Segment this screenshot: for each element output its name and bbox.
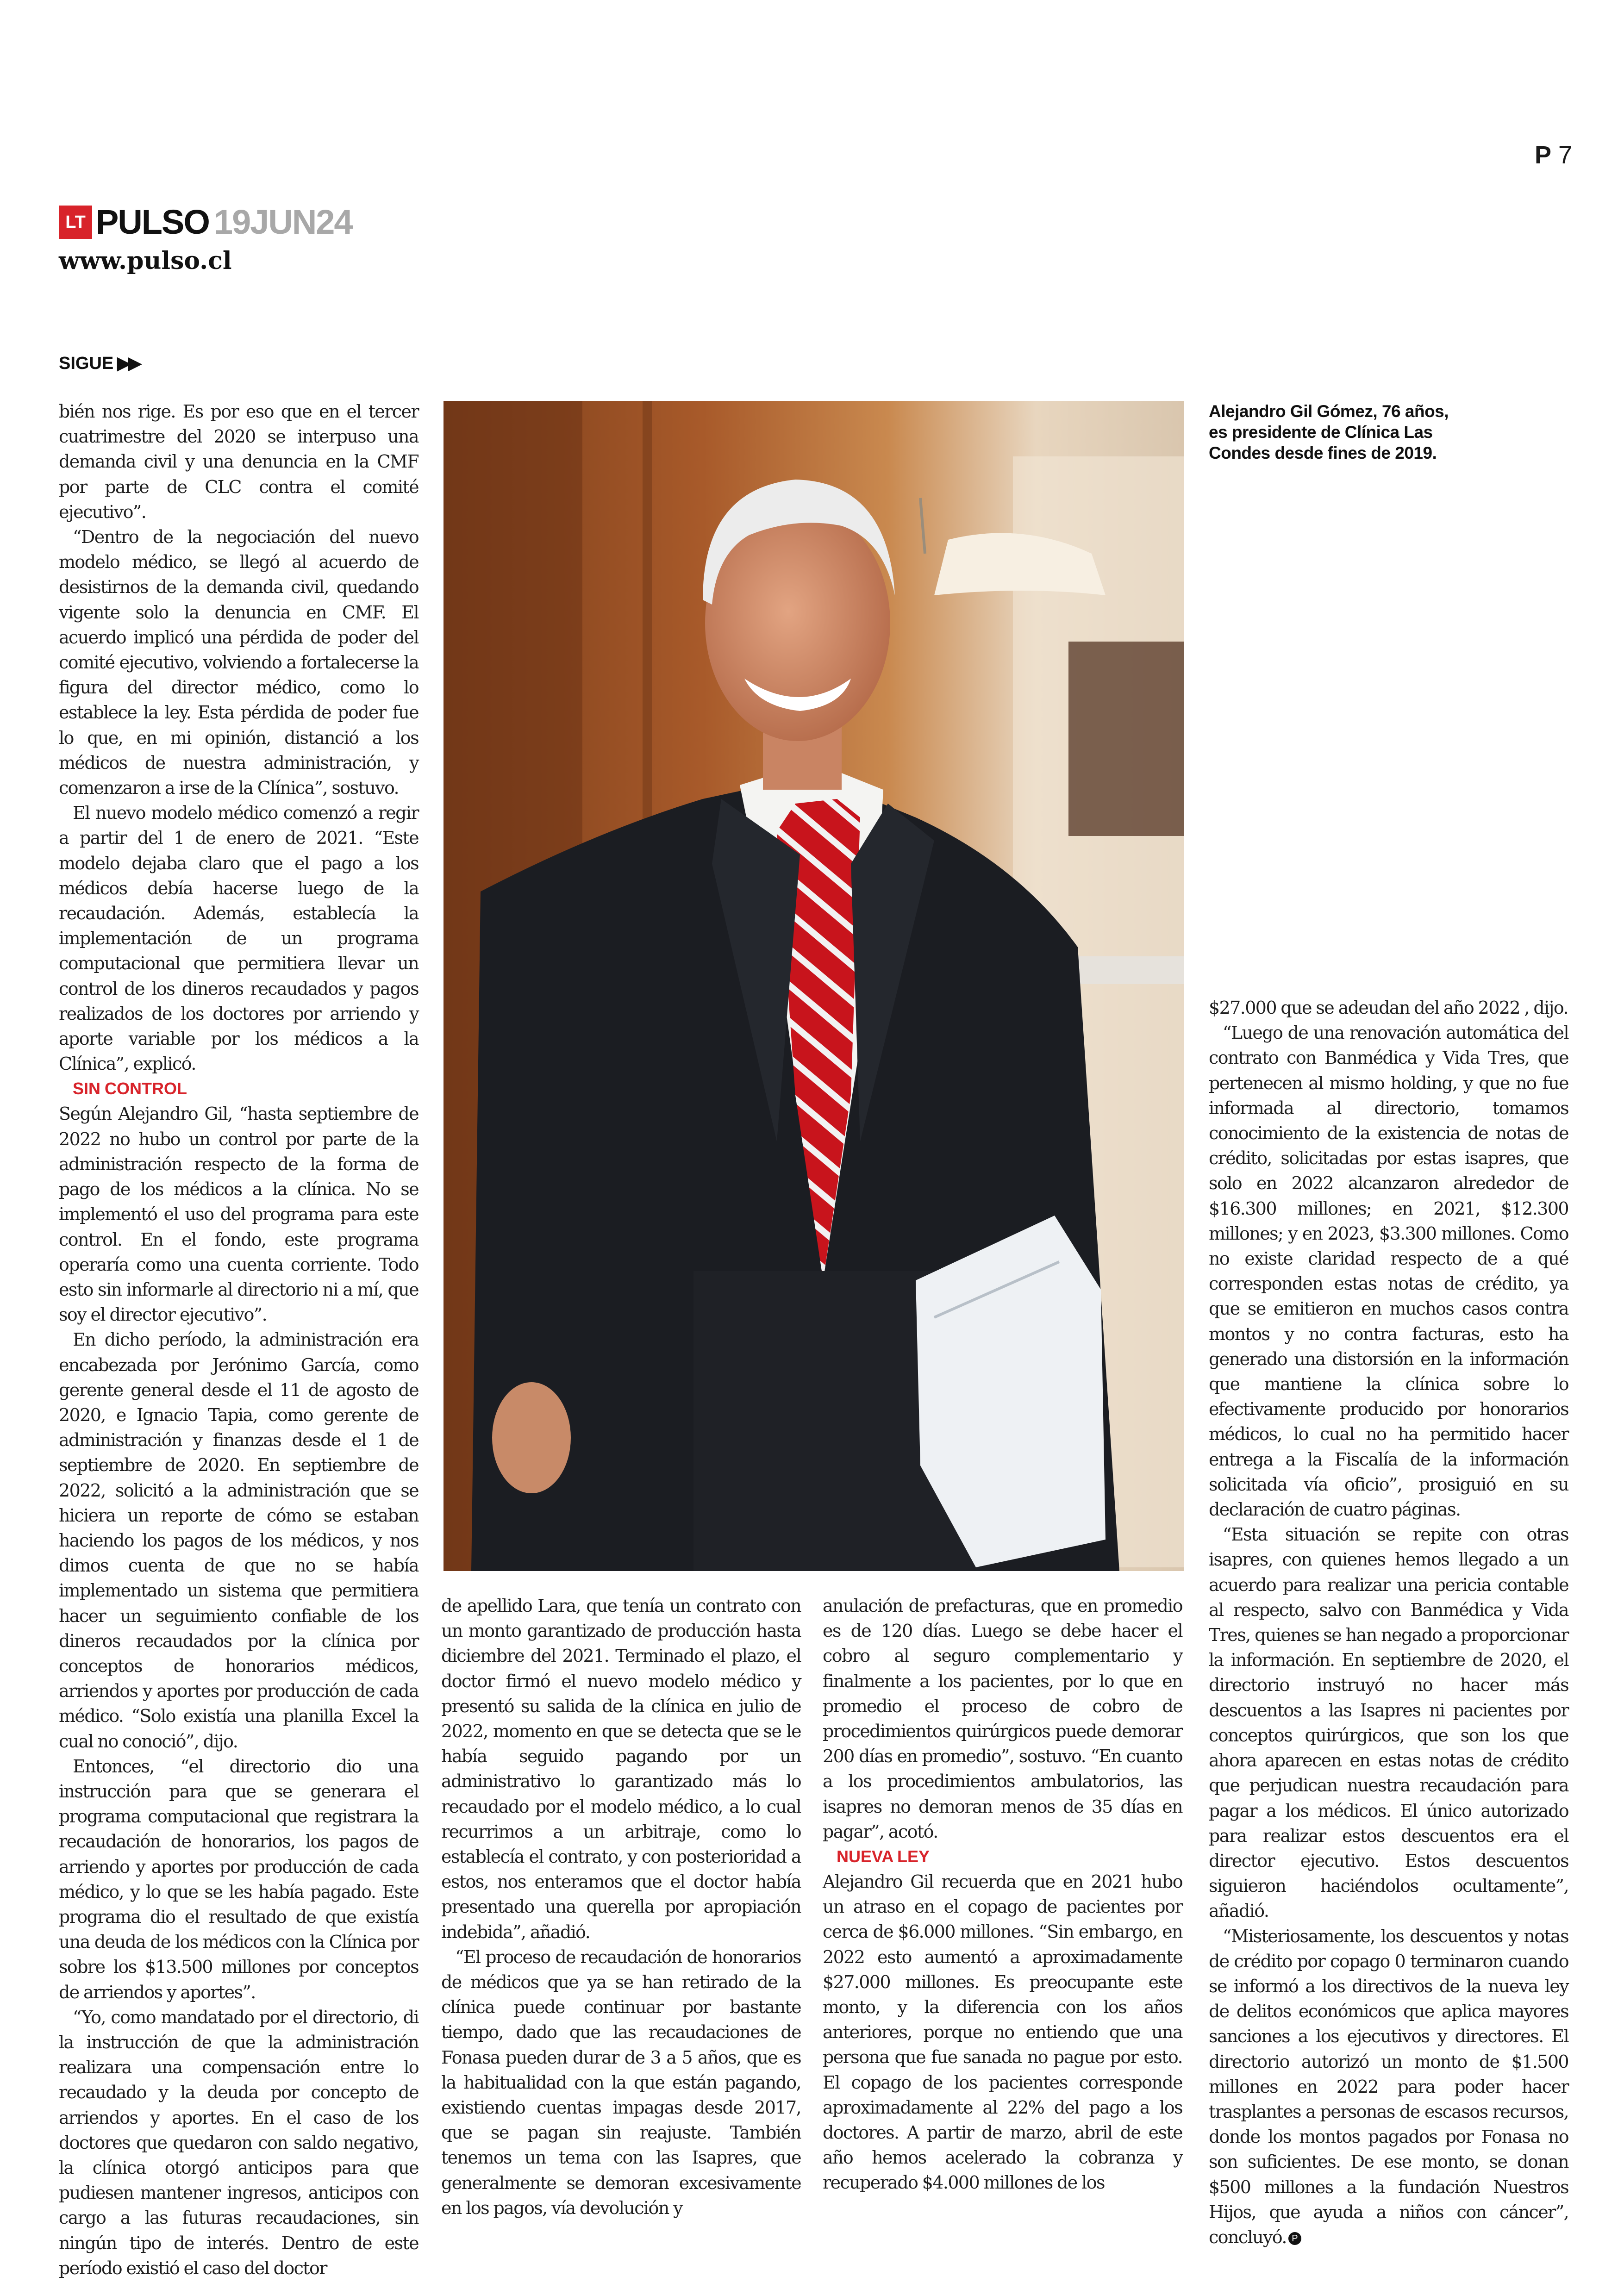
continued-label: SIGUE ▶▶ (59, 354, 139, 373)
photo-caption: Alejandro Gil Gómez, 76 años, es presidente de Clínica Las Condes desde fines de 2019. (1209, 402, 1449, 462)
brand-name: PULSO (96, 203, 209, 241)
paragraph: $27.000 que se adeudan del año 2022 , dijo. (1209, 998, 1568, 1018)
lt-logo: LT (59, 206, 92, 239)
article-column-4 (1209, 995, 1568, 2250)
article-column-3 (823, 1593, 1182, 2195)
paragraph: Entonces, “el directorio dio una instrucción para que se generara el programa computacional que registrara la recaudación de honorarios, los pagos de arriendo y aportes por producción de cada médico, y lo que se les había pagado. Este programa dio el resultado de que existía una deuda de los médicos con la Clínica por sobre los $13.500 millones por conceptos de arriendos y aportes”. (59, 1756, 418, 2002)
masthead (59, 204, 352, 241)
paragraph: anulación de prefacturas, que en promedio es de 120 días. Luego se debe hacer el cobro al seguro complementario y finalmente a los pacientes, por lo que en promedio el proceso de cobro de procedimientos quirúrgicos puede demorar 200 días en promedio”, sostuvo. “En cuanto a los procedimientos ambulatorios, las isapres no demoran menos de 35 días en pagar”, acotó. (823, 1596, 1182, 1842)
website-link[interactable]: www.pulso.cl (59, 247, 232, 275)
portrait-photo (443, 401, 1184, 1571)
paragraph-text: “Misteriosamente, los descuentos y notas de crédito por copago 0 terminaron cuando se informó a los directivos de la nueva ley de delitos económicos que aplica mayores sanciones a los ejecutivos y directores. El directorio autorizó un monto de $1.500 millones en 2022 para poder hacer trasplantes a personas de escasos recursos, donde los montos pagados por Fonasa no son suficientes. De ese monto, se donan $500 millones a la fundación Nuestros Hijos, que ayuda a niños con cáncer”, concluyó. (1209, 1926, 1568, 2247)
paragraph: “Luego de una renovación automática del contrato con Banmédica y Vida Tres, que pertenecen al mismo holding, y que no fue informada al directorio, tomamos conocimiento de la existencia de notas de crédito, solicitadas por estas isapres, que solo en 2022 alcanzaron alrededor de $16.300 millones; en 2021, $12.300 millones; y en 2023, $3.300 millones. Como no existe claridad respecto de a qué corresponden estas notas de crédito, ya que se emitieron en muchos casos contra montos y no contra facturas, esto ha generado una distorsión en la información que mantiene la clínica sobre lo efectivamente producido por honorarios médicos, lo cual no ha permitido hacer entrega a la Fiscalía de la información solicitada vía oficio”, prosiguió en su declaración de cuatro páginas. (1209, 1023, 1568, 1520)
article-column-2 (441, 1593, 801, 2220)
subheading: SIN CONTROL (73, 1079, 187, 1098)
paragraph (1209, 1924, 1568, 2250)
paragraph: En dicho período, la administración era encabezada por Jerónimo García, como gerente general desde el 11 de agosto de 2020, e Ignacio Tapia, como gerente de administración y finanzas desde el 1 de septiembre de 2020. En septiembre de 2022, solicitó a la administración que se hiciera un reporte de cómo se estaban haciendo los pagos de los médicos, y nos dimos cuenta de que no se había implementado un sistema que permitiera hacer un seguimiento confiable de los dineros recaudados por la clínica por conceptos de honorarios médicos, arriendos y aportes por producción de cada médico. “Solo existía una planilla Excel la cual no conoció”, dijo. (59, 1329, 418, 1752)
end-of-article-icon: P (1288, 2232, 1301, 2245)
paragraph: Según Alejandro Gil, “hasta septiembre de 2022 no hubo un control por parte de la administración respecto de la forma de pago de los médicos a la clínica. No se implementó el uso del programa para este control. En el fondo, este programa operaría como una cuenta corriente. Todo esto sin informarle al directorio ni a mí, que soy el director ejecutivo”. (59, 1104, 418, 1325)
issue-date: 19JUN24 (213, 203, 352, 241)
paragraph: “Yo, como mandatado por el directorio, di la instrucción de que la administración realizara una compensación entre lo recaudado y la deuda por concepto de arriendos y aportes. En el caso de los doctores que quedaron con saldo negativo, la clínica otorgó anticipos para que pudiesen mantener ingresos, anticipos con cargo a las futuras recaudaciones, sin ningún tipo de interés. Dentro de este período existió el caso del doctor (59, 2007, 418, 2278)
paragraph: bién nos rige. Es por eso que en el tercer cuatrimestre del 2020 se interpuso una demanda civil y una denuncia en la CMF por parte de CLC contra el comité ejecutivo”. (59, 401, 418, 522)
subheading: NUEVA LEY (837, 1847, 930, 1866)
paragraph: de apellido Lara, que tenía un contrato con un monto garantizado de producción hasta diciembre del 2021. Terminado el plazo, el doctor firmó el nuevo modelo médico y presentó su salida de la clínica en julio de 2022, momento en que se detecta que se le había seguido pagando por un administrativo lo garantizado más lo recaudado por el modelo médico, a lo cual recurrimos a un arbitraje, como lo establecía el contrato, y con posterioridad a estos, nos enteramos que el doctor había presentado una querella por apropiación indebida”, añadió. (441, 1596, 801, 1942)
paragraph: “El proceso de recaudación de honorarios de médicos que ya se han retirado de la clínica puede continuar por bastante tiempo, dado que las recaudaciones de Fonasa pueden durar de 3 a 5 años, que es la habitualidad con la que están pagando, existiendo cuentas impagas desde 2017, que se pagan sin reajuste. También tenemos un tema con las Isapres, que generalmente se demoran excesivamente en los pagos, vía devolución y (441, 1946, 801, 2218)
paragraph: El nuevo modelo médico comenzó a regir a partir del 1 de enero de 2021. “Este modelo dejaba claro que el pago a los médicos debía hacerse luego de la recaudación. Además, establecía la implementación de un programa computacional que permitiera llevar un control de los dineros recaudados y pagos realizados de los doctores por arriendo y aporte variable por los médicos a la Clínica”, explicó. (59, 803, 418, 1074)
page-number: P 7 (1535, 141, 1573, 169)
paragraph: Alejandro Gil recuerda que en 2021 hubo un atraso en el copago de pacientes por cerca de $6.000 millones. “Sin embargo, en 2022 esto aumentó a aproximadamente $27.000 millones. Es preocupante este monto, y la diferencia con los años anteriores, porque no entiendo que una persona que fue sanada no pague por esto. El copago de los pacientes corresponde aproximadamente al 22% del pago a los doctores. A partir de marzo, abril de este año hemos acelerado la cobranza y recuperado $4.000 millones de los (823, 1871, 1182, 2193)
article-column-1 (59, 399, 418, 2281)
continue-arrows-icon: ▶▶ (117, 354, 139, 373)
paragraph: “Esta situación se repite con otras isapres, con quienes hemos llegado a un acuerdo para realizar una pericia contable al respecto, salvo con Banmédica y Vida Tres, quienes se han negado a proporcionar la información. En septiembre de 2020, el directorio instruyó no hacer más descuentos a las Isapres ni pacientes por conceptos quirúrgicos, que son los que ahora aparecen en estas notas de crédito que perjudican nuestra recaudación para pagar a los médicos. El único autorizado para realizar estos descuentos era el director ejecutivo. Estos descuentos siguieron haciéndolos ocultamente”, añadió. (1209, 1524, 1568, 1921)
paragraph: “Dentro de la negociación del nuevo modelo médico, se llegó al acuerdo de desistirnos de la demanda civil, quedando vigente solo la denuncia en CMF. El acuerdo implicó una pérdida de poder del comité ejecutivo, volviendo a fortalecerse la figura del director médico, como lo establece la ley. Esta pérdida de poder fue lo que, en mi opinión, distanció a los médicos de nuestra administración, y comenzaron a irse de la Clínica”, sostuvo. (59, 527, 418, 798)
